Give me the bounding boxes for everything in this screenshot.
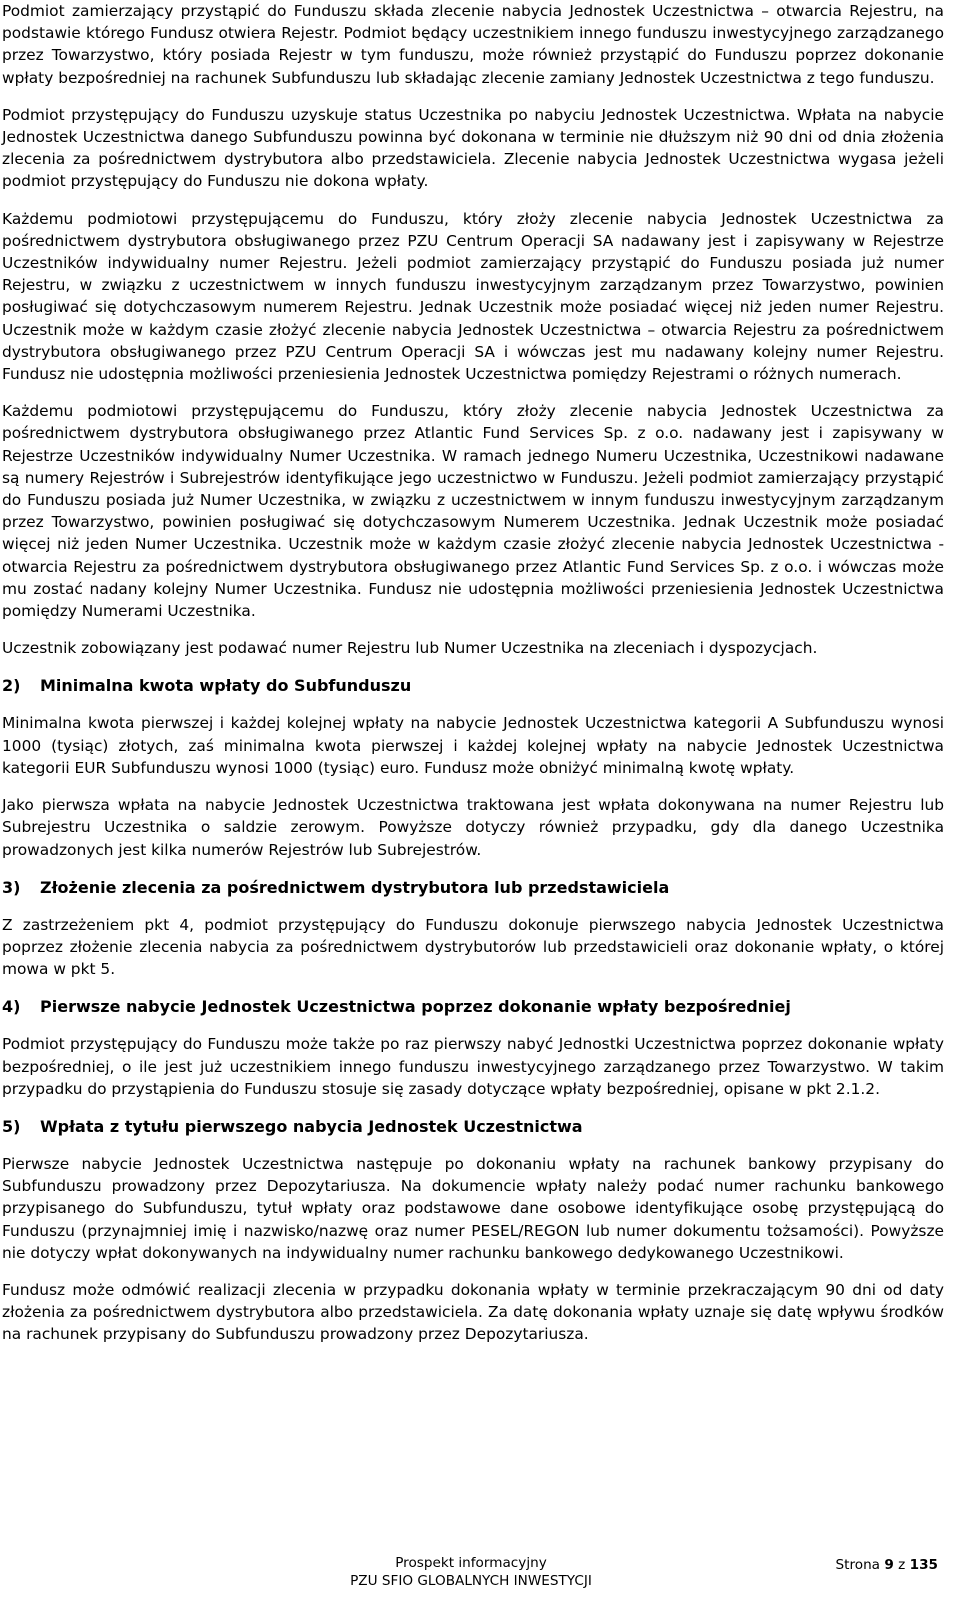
section-number: 5) [2,1116,21,1136]
section-heading-5 [2,1116,944,1138]
paragraph: Podmiot zamierzający przystąpić do Funduszu składa zlecenie nabycia Jednostek Uczestnictwa – otwarcia Rejestru, na podstawie którego Fundusz otwiera Rejestr. Podmiot będący uczestnikiem innego funduszu inwestycyjnego zarządzanego przez Towarzystwo, który posiada Rejestr w tym funduszu, może również przystąpić do Funduszu poprzez dokonanie wpłaty bezpośredniej na rachunek Subfunduszu lub składając zlecenie zamiany Jednostek Uczestnictwa z tego funduszu. [2,2,944,87]
paragraph: Pierwsze nabycie Jednostek Uczestnictwa następuje po dokonaniu wpłaty na rachunek bankowy przypisany do Subfunduszu prowadzony przez Depozytariusza. Na dokumencie wpłaty należy podać numer rachunku bankowego przypisanego do Subfunduszu, tytuł wpłaty oraz podstawowe dane osobowe identyfikujące osobę przystępującą do Funduszu (przynajmniej imię i nazwisko/nazwę oraz numer PESEL/REGON lub numer dokumentu tożsamości). Powyższe nie dotyczy wpłat dokonywanych na indywidualny numer rachunku bankowego dedykowanego Uczestnikowi. [2,1154,944,1262]
section-title: Pierwsze nabycie Jednostek Uczestnictwa poprzez dokonanie wpłaty bezpośredniej [40,997,791,1017]
paragraph: Fundusz może odmówić realizacji zlecenia w przypadku dokonania wpłaty w terminie przekraczającym 90 dni od daty złożenia za pośrednictwem dystrybutora albo przedstawiciela. Za datę dokonania wpłaty uznaje się datę wpływu środków na rachunek przypisany do Subfunduszu prowadzony przez Depozytariusza. [2,1280,944,1344]
paragraph: Minimalna kwota pierwszej i każdej kolejnej wpłaty na nabycie Jednostek Uczestnictwa kategorii A Subfunduszu wynosi 1000 (tysiąc) złotych, zaś minimalna kwota pierwszej i każdej kolejnej wpłaty na nabycie Jednostek Uczestnictwa kategorii EUR Subfunduszu wynosi 1000 (tysiąc) euro. Fundusz może obniżyć minimalną kwotę wpłaty. [2,714,944,777]
paragraph: Podmiot przystępujący do Funduszu może także po raz pierwszy nabyć Jednostki Uczestnictwa poprzez dokonanie wpłaty bezpośredniej, o ile jest już uczestnikiem innego funduszu inwestycyjnego zarządzanego przez Towarzystwo. W takim przypadku do przystąpienia do Funduszu stosuje się zasady dotyczące wpłaty bezpośredniej, opisane w pkt 2.1.2. [2,1035,944,1098]
section-title: Złożenie zlecenia za pośrednictwem dystrybutora lub przedstawiciela [40,877,670,897]
section-heading-2 [2,675,944,697]
section-heading-4 [2,996,944,1018]
section-title: Minimalna kwota wpłaty do Subfunduszu [40,676,412,696]
section-heading-3 [2,877,944,899]
paragraph: Z zastrzeżeniem pkt 4, podmiot przystępujący do Funduszu dokonuje pierwszego nabycia Jednostek Uczestnictwa poprzez złożenie zlecenia nabycia za pośrednictwem dystrybutorów lub przedstawicieli oraz dokonanie wpłaty, o której mowa w pkt 5. [2,915,944,979]
paragraph: Każdemu podmiotowi przystępującemu do Funduszu, który złoży zlecenie nabycia Jednostek Uczestnictwa za pośrednictwem dystrybutora obsługiwanego przez Atlantic Fund Services Sp. z o.o. nadawany jest i zapisywany w Rejestrze Uczestników indywidualny Numer Uczestnika. W ramach jednego Numeru Uczestnika, Uczestnikowi nadawane są numery Rejestrów i Subrejestrów identyfikujące jego uczestnictwo w Funduszu. Jeżeli podmiot zamierzający przystąpić do Funduszu posiada już Numer Uczestnika, w związku z uczestnictwem w innym funduszu inwestycyjnym zarządzanym przez Towarzystwo, powinien posługiwać się dotychczasowym Numerem Uczestnika. Jednak Uczestnik może posiadać więcej niż jeden Numer Uczestnika. Uczestnik może w każdym czasie złożyć zlecenie nabycia Jednostek Uczestnictwa - otwarcia Rejestru za pośrednictwem dystrybutora obsługiwanego przez Atlantic Fund Services Sp. z o.o. i wówczas może mu zostać nadany kolejny Numer Uczestnika. Fundusz nie udostępnia możliwości przeniesienia Jednostek Uczestnictwa pomiędzy Numerami Uczestnika. [2,402,944,621]
paragraph: Każdemu podmiotowi przystępującemu do Funduszu, który złoży zlecenie nabycia Jednostek Uczestnictwa za pośrednictwem dystrybutora obsługiwanego przez PZU Centrum Operacji SA nadawany jest i zapisywany w Rejestrze Uczestników indywidualny numer Rejestru. Jeżeli podmiot zamierzający przystąpić do Funduszu posiada już numer Rejestru, w związku z uczestnictwem w innych funduszu inwestycyjnym zarządzanym przez Towarzystwo, powinien posługiwać się dotychczasowym numerem Rejestru. Jednak Uczestnik może posiadać więcej niż jeden numer Rejestru. Uczestnik może w każdym czasie złożyć zlecenie nabycia Jednostek Uczestnictwa – otwarcia Rejestru za pośrednictwem dystrybutora obsługiwanego przez PZU Centrum Operacji SA i wówczas jest mu nadawany kolejny numer Rejestru. Fundusz nie udostępnia możliwości przeniesienia Jednostek Uczestnictwa pomiędzy Rejestrami o różnych numerach. [2,209,944,384]
footer-document-title [0,1554,942,1590]
page-total: 135 [909,1557,938,1573]
section-number: 3) [2,877,21,897]
section-title: Wpłata z tytułu pierwszego nabycia Jednostek Uczestnictwa [40,1116,583,1136]
page-number [836,1556,939,1574]
page-separator: z [898,1557,906,1573]
paragraph: Uczestnik zobowiązany jest podawać numer Rejestru lub Numer Uczestnika na zleceniach i dyspozycjach. [2,639,818,658]
page-label: Strona [835,1557,881,1573]
section-number: 4) [2,997,21,1017]
page-current: 9 [884,1557,894,1573]
section-number: 2) [2,676,21,696]
footer-line-2: PZU SFIO GLOBALNYCH INWESTYCJI [350,1573,592,1589]
paragraph: Jako pierwsza wpłata na nabycie Jednostek Uczestnictwa traktowana jest wpłata dokonywana na numer Rejestru lub Subrejestru Uczestnika o saldzie zerowym. Powyższe dotyczy również przypadku, gdy dla danego Uczestnika prowadzonych jest kilka numerów Rejestrów lub Subrejestrów. [2,796,944,859]
paragraph: Podmiot przystępujący do Funduszu uzyskuje status Uczestnika po nabyciu Jednostek Uczestnictwa. Wpłata na nabycie Jednostek Uczestnictwa danego Subfunduszu powinna być dokonana w terminie nie dłuższym niż 90 dni od dnia złożenia zlecenia za pośrednictwem dystrybutora albo przedstawiciela. Zlecenie nabycia Jednostek Uczestnictwa wygasa jeżeli podmiot przystępujący do Funduszu nie dokona wpłaty. [2,105,944,191]
footer-line-1: Prospekt informacyjny [395,1555,547,1571]
